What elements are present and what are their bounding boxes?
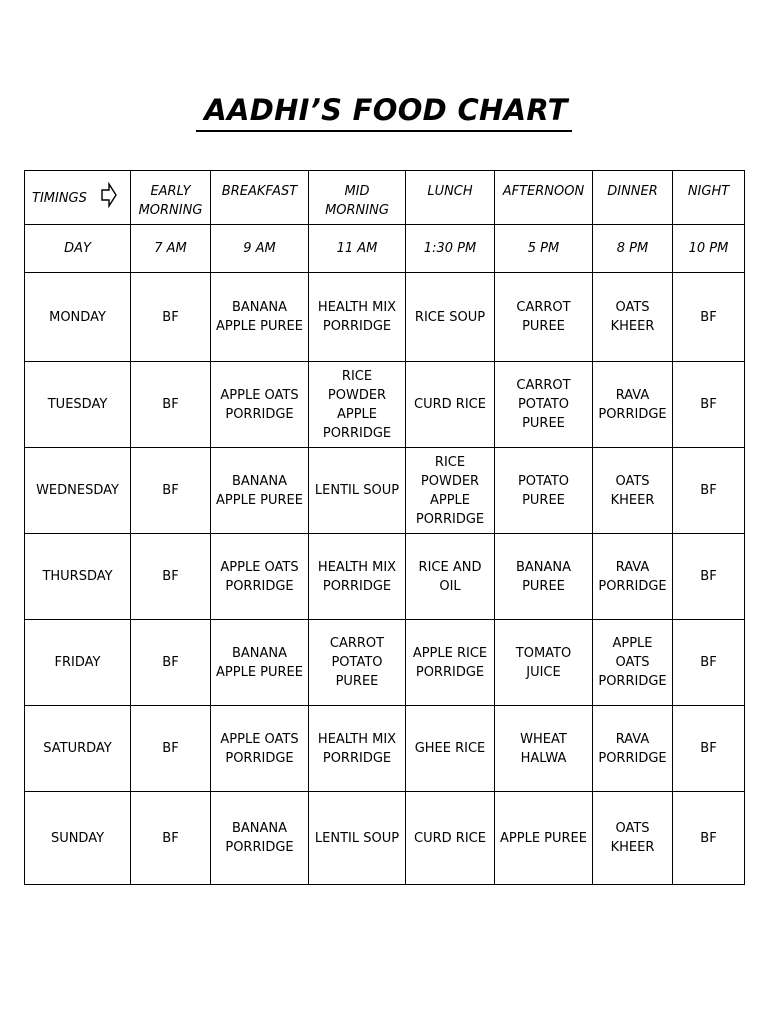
day-cell: THURSDAY [25,534,131,620]
meal-cell: HEALTH MIX PORRIDGE [309,534,406,620]
food-chart-table [24,170,745,885]
meal-cell: WHEAT HALWA [495,706,593,792]
meal-cell: CURD RICE [406,362,495,448]
meal-cell: APPLE OATS PORRIDGE [211,534,309,620]
time-mid-morning: 11 AM [309,225,406,273]
day-cell: FRIDAY [25,620,131,706]
meal-cell: BF [673,534,745,620]
meal-cell: BF [673,620,745,706]
meal-cell: BF [673,448,745,534]
header-afternoon: AFTERNOON [495,171,593,225]
table-row-tuesday [25,362,745,448]
table-row-sunday [25,792,745,885]
day-cell: TUESDAY [25,362,131,448]
table-row-friday [25,620,745,706]
meal-cell: APPLE OATS PORRIDGE [593,620,673,706]
meal-cell: CARROT POTATO PUREE [309,620,406,706]
header-dinner: DINNER [593,171,673,225]
time-early-morning: 7 AM [131,225,211,273]
meal-cell: CURD RICE [406,792,495,885]
header-mid-morning: MID MORNING [309,171,406,225]
meal-cell: CARROT PUREE [495,273,593,362]
right-arrow-icon [101,182,117,208]
meal-cell: BF [673,273,745,362]
day-cell: SUNDAY [25,792,131,885]
header-night: NIGHT [673,171,745,225]
meal-cell: RAVA PORRIDGE [593,706,673,792]
meal-cell: HEALTH MIX PORRIDGE [309,706,406,792]
timings-header-cell [25,171,131,225]
meal-cell: BANANA PORRIDGE [211,792,309,885]
meal-cell: RICE POWDER APPLE PORRIDGE [309,362,406,448]
meal-cell: BF [131,792,211,885]
meal-cell: APPLE OATS PORRIDGE [211,362,309,448]
meal-cell: BF [131,620,211,706]
table-row-thursday [25,534,745,620]
meal-cell: CARROT POTATO PUREE [495,362,593,448]
meal-cell: BF [131,706,211,792]
meal-cell: BF [131,273,211,362]
meal-cell: LENTIL SOUP [309,792,406,885]
meal-cell: APPLE OATS PORRIDGE [211,706,309,792]
page-title-text: AADHI’S FOOD CHART [196,92,572,132]
meal-cell: BF [673,792,745,885]
header-lunch: LUNCH [406,171,495,225]
day-cell: SATURDAY [25,706,131,792]
meal-cell: RAVA PORRIDGE [593,534,673,620]
meal-cell: OATS KHEER [593,448,673,534]
meal-cell: BF [131,362,211,448]
timings-label: TIMINGS [32,191,87,206]
meal-cell: BF [131,534,211,620]
time-afternoon: 5 PM [495,225,593,273]
time-breakfast: 9 AM [211,225,309,273]
header-breakfast: BREAKFAST [211,171,309,225]
page-title [0,92,768,132]
meal-cell: HEALTH MIX PORRIDGE [309,273,406,362]
meal-cell: OATS KHEER [593,792,673,885]
day-cell: WEDNESDAY [25,448,131,534]
meal-cell: TOMATO JUICE [495,620,593,706]
meal-cell: GHEE RICE [406,706,495,792]
meal-cell: BANANA APPLE PUREE [211,620,309,706]
table-row-wednesday [25,448,745,534]
meal-cell: RICE AND OIL [406,534,495,620]
meal-cell: OATS KHEER [593,273,673,362]
meal-cell: BANANA APPLE PUREE [211,448,309,534]
header-row-meals [25,171,745,225]
meal-cell: RAVA PORRIDGE [593,362,673,448]
meal-cell: RICE POWDER APPLE PORRIDGE [406,448,495,534]
time-lunch: 1:30 PM [406,225,495,273]
time-night: 10 PM [673,225,745,273]
time-dinner: 8 PM [593,225,673,273]
meal-cell: BF [673,706,745,792]
meal-cell: APPLE RICE PORRIDGE [406,620,495,706]
meal-cell: BF [131,448,211,534]
meal-cell: BANANA APPLE PUREE [211,273,309,362]
meal-cell: POTATO PUREE [495,448,593,534]
meal-cell: RICE SOUP [406,273,495,362]
meal-cell: APPLE PUREE [495,792,593,885]
meal-cell: BF [673,362,745,448]
header-row-times [25,225,745,273]
header-early-morning: EARLY MORNING [131,171,211,225]
day-cell: MONDAY [25,273,131,362]
meal-cell: BANANA PUREE [495,534,593,620]
meal-cell: LENTIL SOUP [309,448,406,534]
table-row-saturday [25,706,745,792]
table-row-monday [25,273,745,362]
day-header-cell: DAY [25,225,131,273]
